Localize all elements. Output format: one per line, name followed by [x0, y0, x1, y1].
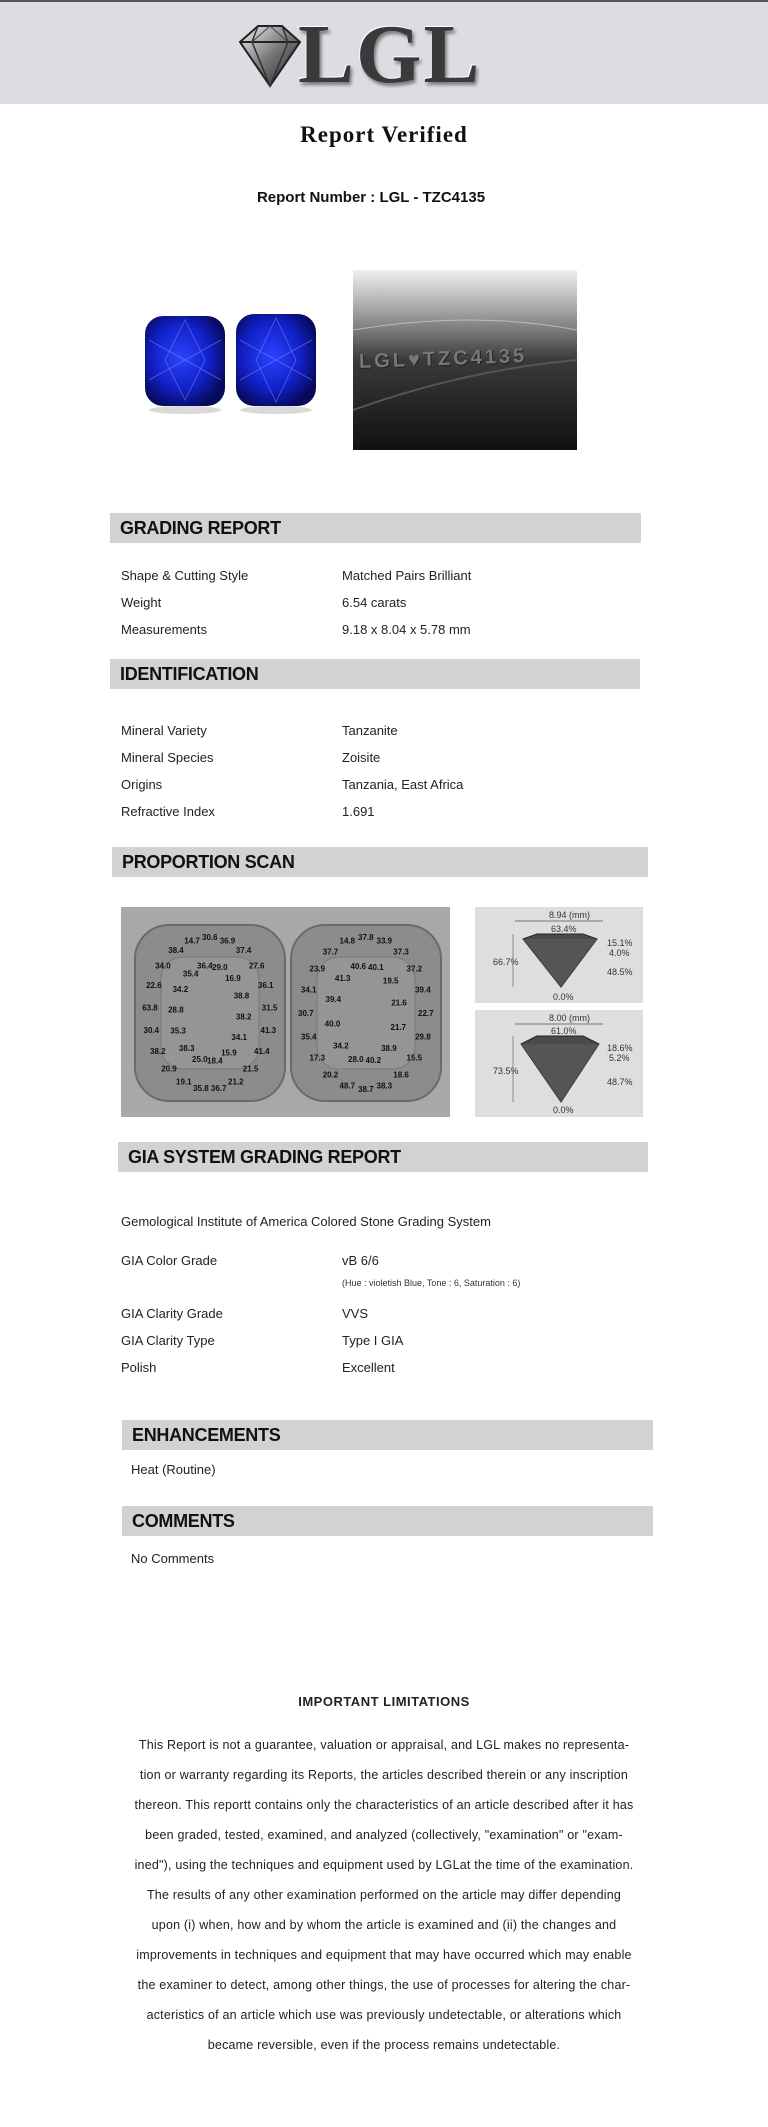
profile-depth: 66.7%	[493, 957, 519, 967]
profile-view-bottom	[475, 1010, 643, 1117]
scan-reading: 18.4	[207, 1056, 223, 1066]
comments-text: No Comments	[131, 1551, 215, 1566]
scan-reading: 37.3	[393, 947, 409, 957]
scan-reading: 21.7	[390, 1023, 407, 1033]
scan-reading: 35.4	[182, 969, 199, 979]
scan-reading: 36.7	[210, 1084, 227, 1094]
scan-reading: 20.2	[322, 1070, 339, 1080]
scan-reading: 15.5	[406, 1053, 423, 1063]
scan-reading: 37.2	[406, 964, 423, 974]
scan-reading: 35.8	[193, 1084, 209, 1094]
grading-label: Weight	[121, 595, 162, 610]
scan-reading: 41.4	[254, 1047, 270, 1056]
scan-reading: 28.0	[348, 1054, 364, 1064]
enhancements-heading: ENHANCEMENTS	[122, 1420, 653, 1450]
scan-reading: 36.9	[219, 936, 236, 946]
scan-reading: 38.3	[178, 1044, 195, 1054]
limitations-line: improvements in techniques and equipment that may have occurred which may enable	[136, 1948, 632, 1962]
proportion-scan-heading: PROPORTION SCAN	[112, 847, 648, 877]
gia-label: GIA Color Grade	[121, 1253, 218, 1268]
scan-reading: 39.4	[325, 994, 342, 1004]
gia-value: VVS	[342, 1306, 369, 1321]
scan-reading: 27.6	[248, 961, 265, 971]
profile-width: 8.00 (mm)	[549, 1013, 591, 1023]
scan-reading: 14.8	[339, 936, 356, 946]
scan-reading: 34.0	[155, 961, 171, 971]
grading-value: Matched Pairs Brilliant	[342, 568, 472, 583]
profile-culet: 0.0%	[553, 1105, 574, 1115]
scan-reading: 38.4	[168, 946, 184, 956]
identification-label: Refractive Index	[121, 804, 215, 819]
profile-table: 63.4%	[551, 924, 577, 934]
scan-reading: 30.6	[202, 933, 218, 942]
scan-reading: 22.7	[418, 1009, 434, 1018]
scan-reading: 21.5	[242, 1064, 259, 1074]
limitations-line: tion or warranty regarding its Reports, the articles described therein or any inscription	[139, 1768, 629, 1782]
scan-reading: 35.4	[300, 1032, 317, 1042]
scan-reading: 48.7	[339, 1081, 356, 1091]
scan-reading: 20.9	[161, 1064, 177, 1074]
scan-reading: 37.7	[322, 947, 339, 957]
inscription-photo	[353, 270, 577, 450]
scan-reading: 41.3	[260, 1025, 277, 1035]
gia-value: Excellent	[342, 1360, 395, 1375]
identification-value: Tanzanite	[342, 723, 398, 738]
profile-pavilion: 48.5%	[607, 967, 633, 977]
scan-reading: 40.2	[365, 1055, 382, 1065]
limitations-line: became reversible, even if the process remains undetectable.	[207, 2038, 561, 2052]
lgl-logo	[230, 8, 495, 101]
gia-value: Type I GIA	[342, 1333, 404, 1348]
scan-reading: 29.8	[415, 1032, 431, 1042]
identification-value: Zoisite	[342, 750, 381, 765]
scan-reading: 33.9	[376, 936, 393, 946]
page-title: Report Verified	[300, 122, 468, 147]
gia-label: GIA Clarity Type	[121, 1333, 215, 1348]
limitations-line: been graded, tested, examined, and analyzed (collectively, "examination" or "exam-	[145, 1828, 623, 1842]
scan-reading: 38.2	[150, 1047, 166, 1056]
scan-reading: 38.9	[381, 1044, 397, 1054]
scan-reading: 39.4	[415, 985, 431, 995]
grading-value: 9.18 x 8.04 x 5.78 mm	[342, 622, 471, 637]
identification-label: Mineral Variety	[121, 723, 207, 738]
grading-value: 6.54 carats	[342, 595, 407, 610]
scan-reading: 19.1	[176, 1077, 192, 1087]
proportion-scan-top-view	[121, 907, 450, 1117]
scan-reading: 34.2	[333, 1041, 349, 1051]
scan-reading: 18.6	[393, 1070, 409, 1080]
logo-text: LGL	[298, 8, 482, 101]
scan-reading: 15.9	[221, 1048, 237, 1058]
scan-reading: 14.7	[184, 936, 200, 946]
scan-reading: 40.0	[324, 1019, 341, 1029]
identification-label: Mineral Species	[121, 750, 214, 765]
scan-reading: 34.1	[300, 985, 317, 995]
scan-reading: 40.6	[350, 962, 367, 972]
report-number: Report Number : LGL - TZC4135	[256, 189, 486, 206]
scan-reading: 34.2	[172, 985, 189, 994]
scan-reading: 38.8	[233, 991, 250, 1001]
header-banner	[0, 2, 768, 104]
scan-reading: 25.0	[192, 1054, 208, 1064]
limitations-line: This Report is not a guarantee, valuation or appraisal, and LGL makes no representa-	[138, 1738, 630, 1752]
inscription-text: LGL♥TZC4135	[358, 345, 528, 373]
scan-reading: 41.3	[334, 973, 351, 983]
grading-label: Shape & Cutting Style	[121, 568, 249, 583]
comments-heading: COMMENTS	[122, 1506, 653, 1536]
scan-reading: 34.1	[231, 1033, 247, 1042]
scan-reading: 21.6	[391, 998, 407, 1008]
scan-reading: 31.5	[261, 1003, 278, 1013]
scan-reading: 30.7	[298, 1009, 314, 1018]
limitations-line: acteristics of an article which use was previously undetectable, or alterations which	[146, 2008, 622, 2022]
profile-depth: 73.5%	[493, 1066, 519, 1076]
diamond-icon	[230, 22, 308, 92]
identification-value: 1.691	[342, 804, 375, 819]
scan-reading: 36.1	[257, 981, 274, 991]
scan-reading: 17.3	[309, 1053, 326, 1063]
scan-reading: 38.7	[358, 1085, 374, 1094]
grading-report-heading: GRADING REPORT	[110, 513, 641, 543]
scan-reading: 19.5	[382, 976, 399, 986]
profile-crown: 15.1%	[607, 938, 633, 948]
scan-reading: 37.4	[235, 946, 252, 956]
profile-pavilion: 48.7%	[607, 1077, 633, 1087]
scan-reading: 36.4	[197, 961, 213, 971]
scan-reading: 63.8	[142, 1003, 158, 1013]
profile-girdle: 5.2%	[609, 1053, 630, 1063]
scan-reading: 37.8	[358, 933, 374, 942]
enhancements-text: Heat (Routine)	[131, 1462, 216, 1477]
scan-reading: 28.8	[168, 1005, 184, 1015]
gia-label: Polish	[121, 1360, 157, 1375]
scan-reading: 30.4	[143, 1025, 160, 1035]
scan-diagram	[121, 907, 450, 1117]
scan-reading: 16.9	[225, 973, 241, 983]
scan-reading: 23.9	[309, 964, 326, 974]
limitations-line: ined"), using the techniques and equipment used by LGLat the time of the examination.	[134, 1858, 634, 1872]
profile-view-top	[475, 907, 643, 1003]
grading-label: Measurements	[121, 622, 207, 637]
profile-table: 61.0%	[551, 1026, 577, 1036]
profile-crown: 18.6%	[607, 1043, 633, 1053]
identification-heading: IDENTIFICATION	[110, 659, 640, 689]
gia-value: vB 6/6	[342, 1253, 379, 1268]
profile-culet: 0.0%	[553, 992, 574, 1002]
limitations-heading: IMPORTANT LIMITATIONS	[298, 1694, 470, 1709]
gia-heading: GIA SYSTEM GRADING REPORT	[118, 1142, 648, 1172]
gia-system: Gemological Institute of America Colored Stone Grading System	[121, 1214, 491, 1229]
profile-girdle: 4.0%	[609, 948, 630, 958]
limitations-line: upon (i) when, how and by whom the article is examined and (ii) the changes and	[151, 1918, 617, 1932]
scan-reading: 40.1	[368, 963, 384, 973]
scan-reading: 29.0	[212, 963, 228, 973]
scan-reading: 35.3	[170, 1026, 186, 1036]
scan-reading: 21.2	[228, 1077, 244, 1087]
scan-reading: 38.2	[235, 1012, 252, 1022]
gemstone-photo	[135, 270, 326, 458]
profile-width: 8.94 (mm)	[549, 910, 591, 920]
limitations-line: thereon. This reportt contains only the characteristics of an article described after it has	[134, 1798, 634, 1812]
gia-label: GIA Clarity Grade	[121, 1306, 223, 1321]
identification-value: Tanzania, East Africa	[342, 777, 464, 792]
scan-reading: 22.6	[146, 981, 162, 991]
identification-label: Origins	[121, 777, 163, 792]
limitations-line: The results of any other examination performed on the article may differ depending	[146, 1888, 622, 1902]
limitations-line: the examiner to detect, among other things, the use of processes for altering the char-	[137, 1978, 631, 1992]
scan-reading: 38.3	[376, 1081, 393, 1091]
gia-color-note: (Hue : violetish Blue, Tone : 6, Saturation : 6)	[342, 1278, 521, 1288]
